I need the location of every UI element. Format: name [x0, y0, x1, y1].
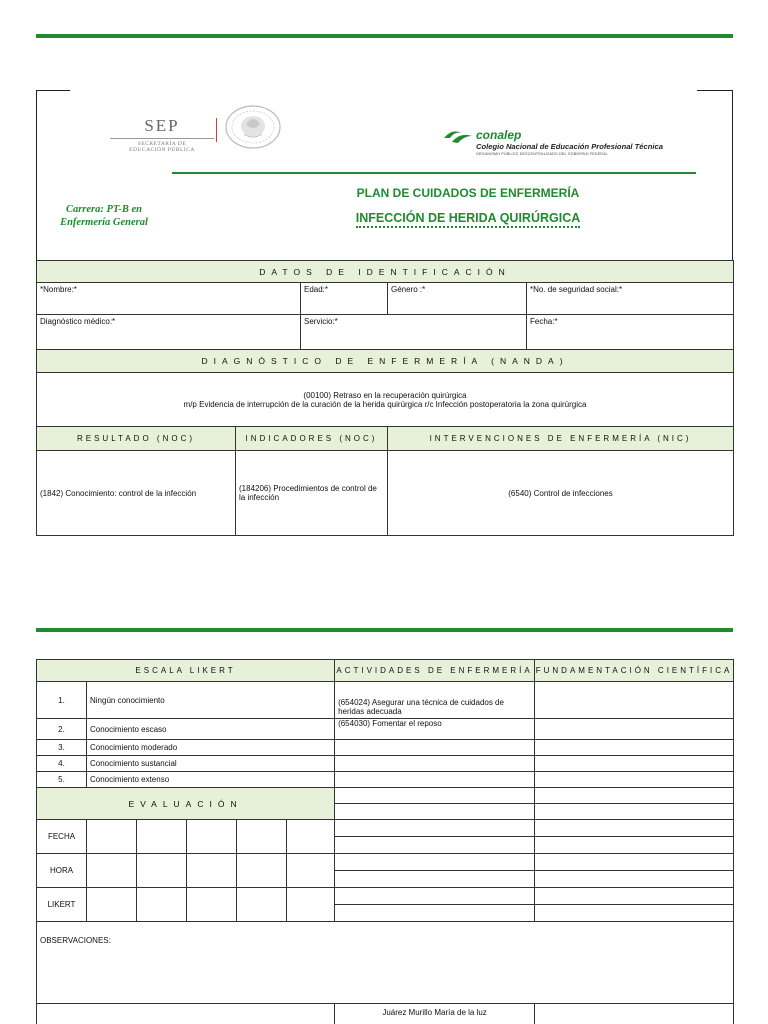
- signature-name: Juárez Murillo María de la luz: [382, 1008, 487, 1017]
- logo-divider: [216, 118, 217, 142]
- likert-cell[interactable]: [87, 888, 137, 922]
- actividad-cell[interactable]: [335, 888, 535, 905]
- nss-field[interactable]: *No. de seguridad social:*: [527, 283, 734, 315]
- header-corner-left: [36, 90, 70, 260]
- likert-label: Conocimiento escaso: [87, 719, 335, 740]
- fundamentacion-cell[interactable]: [535, 740, 734, 756]
- top-green-rule: [36, 34, 733, 38]
- conalep-word: conalep: [476, 128, 522, 142]
- mexico-seal-icon: [224, 104, 282, 150]
- actividad-cell[interactable]: [335, 772, 535, 788]
- conalep-name: Colegio Nacional de Educación Profesional Técnica: [476, 142, 663, 151]
- sep-logo: [102, 116, 222, 153]
- identificacion-band: DATOS DE IDENTIFICACIÓN: [37, 261, 734, 283]
- likert-label: Ningún conocimiento: [87, 682, 335, 719]
- actividad-cell[interactable]: [335, 820, 535, 837]
- nombre-field[interactable]: *Nombre:*: [37, 283, 301, 315]
- actividades-header: ACTIVIDADES DE ENFERMERÍA: [335, 660, 535, 682]
- carrera-line-2: Enfermería General: [60, 217, 148, 228]
- diagnostico-medico-field[interactable]: Diagnóstico médico:*: [37, 315, 301, 350]
- actividad-cell[interactable]: [335, 756, 535, 772]
- diagnostico-line-1: (00100) Retraso en la recuperación quirúrgica: [303, 390, 467, 400]
- sep-logo-subtitle-1: SECRETARÍA DE: [137, 141, 187, 147]
- conalep-mark-icon: [442, 126, 474, 146]
- genero-field[interactable]: Género :*: [388, 283, 527, 315]
- hora-cell[interactable]: [187, 854, 237, 888]
- fecha-cell[interactable]: [237, 820, 287, 854]
- fundamentacion-cell[interactable]: [535, 756, 734, 772]
- likert-cell[interactable]: [237, 888, 287, 922]
- diagnostico-text: [37, 373, 734, 427]
- evaluacion-band: EVALUACIÓN: [37, 788, 335, 820]
- hora-cell[interactable]: [237, 854, 287, 888]
- header-green-line: [172, 172, 696, 174]
- plan-subtitle-text: INFECCIÓN DE HERIDA QUIRÚRGICA: [356, 211, 581, 228]
- hora-label: HORA: [37, 854, 87, 888]
- carrera-label: [44, 203, 164, 229]
- fundamentacion-cell[interactable]: [535, 820, 734, 837]
- plan-subtitle: [268, 211, 668, 225]
- plan-title: PLAN DE CUIDADOS DE ENFERMERÍA: [356, 186, 580, 200]
- actividad-cell[interactable]: [335, 854, 535, 871]
- likert-num: 1.: [37, 682, 87, 719]
- fecha-field[interactable]: Fecha:*: [527, 315, 734, 350]
- fundamentacion-cell[interactable]: [535, 719, 734, 740]
- actividad-cell[interactable]: [335, 740, 535, 756]
- servicio-field[interactable]: Servicio:*: [301, 315, 527, 350]
- fecha-cell[interactable]: [287, 820, 335, 854]
- fundamentacion-cell[interactable]: [535, 682, 734, 719]
- fecha-cell[interactable]: [87, 820, 137, 854]
- intervencion-nic-cell: (6540) Control de infecciones: [388, 451, 734, 536]
- actividad-cell: (654024) Asegurar una técnica de cuidados de heridas adecuada: [335, 682, 535, 719]
- diagnostico-band: DIAGNÓSTICO DE ENFERMERÍA (NANDA): [37, 350, 734, 373]
- sep-logo-subtitle-2: EDUCACIÓN PÚBLICA: [129, 147, 195, 153]
- actividad-cell[interactable]: [335, 871, 535, 888]
- header-corner-right: [697, 90, 733, 260]
- indicador-noc-cell: (184206) Procedimientos de control de la infección: [236, 451, 388, 536]
- fecha-label: FECHA: [37, 820, 87, 854]
- signature-right-cell: [535, 1004, 734, 1024]
- escala-likert-header: ESCALA LIKERT: [37, 660, 335, 682]
- observaciones-label: OBSERVACIONES:: [40, 936, 111, 945]
- resultado-noc-cell: (1842) Conocimiento: control de la infección: [37, 451, 236, 536]
- actividad-cell[interactable]: [335, 788, 535, 804]
- fundamentacion-cell[interactable]: [535, 888, 734, 905]
- fecha-cell[interactable]: [137, 820, 187, 854]
- likert-cell[interactable]: [187, 888, 237, 922]
- signature-cell: [335, 1004, 535, 1024]
- second-page-green-rule: [36, 628, 733, 632]
- likert-label: Conocimiento extenso: [87, 772, 335, 788]
- fundamentacion-cell[interactable]: [535, 871, 734, 888]
- likert-label: Conocimiento sustancial: [87, 756, 335, 772]
- document-header: [36, 90, 733, 260]
- sep-logo-word: SEP: [144, 116, 180, 135]
- fundamentacion-cell[interactable]: [535, 905, 734, 922]
- actividad-cell[interactable]: [335, 905, 535, 922]
- likert-label: Conocimiento moderado: [87, 740, 335, 756]
- hora-cell[interactable]: [287, 854, 335, 888]
- fundamentacion-cell[interactable]: [535, 804, 734, 820]
- care-plan-table: [36, 260, 734, 536]
- edad-field[interactable]: Edad:*: [301, 283, 388, 315]
- hora-cell[interactable]: [87, 854, 137, 888]
- fundamentacion-cell[interactable]: [535, 837, 734, 854]
- likert-num: 3.: [37, 740, 87, 756]
- likert-num: 2.: [37, 719, 87, 740]
- likert-cell[interactable]: [137, 888, 187, 922]
- observaciones-field[interactable]: [37, 922, 734, 1004]
- likert-num: 5.: [37, 772, 87, 788]
- fundamentacion-cell[interactable]: [535, 854, 734, 871]
- indicadores-noc-header: INDICADORES (NOC): [236, 427, 388, 451]
- conalep-subtitle: ORGANISMO PÚBLICO DESCENTRALIZADO DEL GOBIERNO FEDERAL: [476, 152, 608, 156]
- signature-left-cell: [37, 1004, 335, 1024]
- actividad-cell[interactable]: [335, 804, 535, 820]
- fecha-cell[interactable]: [187, 820, 237, 854]
- actividad-cell: (654030) Fomentar el reposo: [335, 719, 535, 740]
- fundamentacion-header: FUNDAMENTACIÓN CIENTÍFICA: [535, 660, 734, 682]
- intervenciones-nic-header: INTERVENCIONES DE ENFERMERÍA (NIC): [388, 427, 734, 451]
- actividad-cell[interactable]: [335, 837, 535, 854]
- resultado-noc-header: RESULTADO (NOC): [37, 427, 236, 451]
- sep-logo-rule: [110, 138, 214, 139]
- likert-row-label: LIKERT: [37, 888, 87, 922]
- fundamentacion-cell[interactable]: [535, 788, 734, 804]
- likert-num: 4.: [37, 756, 87, 772]
- likert-cell[interactable]: [287, 888, 335, 922]
- diagnostico-line-2: m/p Evidencia de interrupción de la curación de la herida quirúrgica r/c Infección postoperatoria la zona quirúrgica: [183, 399, 587, 409]
- likert-evaluation-table: [36, 659, 734, 1024]
- fundamentacion-cell[interactable]: [535, 772, 734, 788]
- carrera-line-1: Carrera: PT-B en: [65, 204, 143, 215]
- hora-cell[interactable]: [137, 854, 187, 888]
